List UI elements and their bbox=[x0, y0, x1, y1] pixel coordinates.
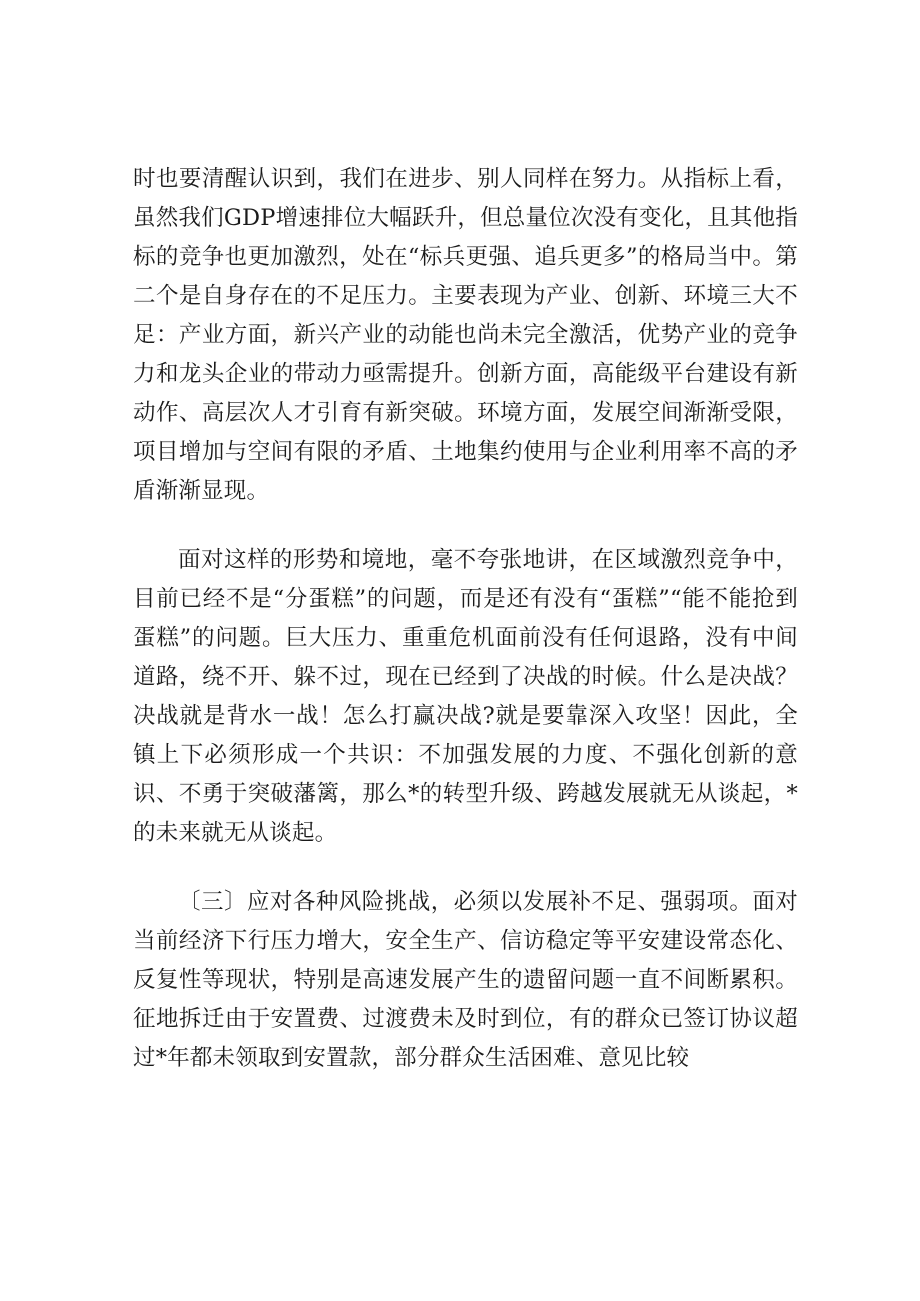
paragraph-2: 面对这样的形势和境地，毫不夸张地讲，在区域激烈竞争中，目前已经不是“分蛋糕”的问题，而是还有没有“蛋糕”“能不能抢到蛋糕”的问题。巨大压力、重重危机面前没有任何退路，没有中间道路，绕不开、躲不过，现在已经到了决战的时候。什么是决战？决战就是背水一战！怎么打赢决战?就是要靠深入攻坚！因此，全镇上下必须形成一个共识：不加强发展的力度、不强化创新的意识、不勇于突破藩篱，那么*的转型升级、跨越发展就无从谈起，*的未来就无从谈起。 bbox=[133, 547, 798, 846]
paragraph-3: 〔三〕应对各种风险挑战，必须以发展补不足、强弱项。面对当前经济下行压力增大，安全生产、信访稳定等平安建设常态化、反复性等现状，特别是高速发展产生的遗留问题一直不间断累积。征地拆迁由于安置费、过渡费未及时到位，有的群众已签订协议超过*年都未领取到安置款，部分群众生活困难、意见比较 bbox=[133, 889, 798, 1071]
paragraph-1: 时也要清醒认识到，我们在进步、别人同样在努力。从指标上看，虽然我们GDP增速排位大幅跃升，但总量位次没有变化，且其他指标的竞争也更加激烈，处在“标兵更强、追兵更多”的格局当中。第二个是自身存在的不足压力。主要表现为产业、创新、环境三大不足：产业方面，新兴产业的动能也尚未完全激活，优势产业的竞争力和龙头企业的带动力亟需提升。创新方面，高能级平台建设有新动作、高层次人才引育有新突破。环境方面，发展空间渐渐受限，项目增加与空间有限的矛盾、土地集约使用与企业利用率不高的矛盾渐渐显现。 bbox=[133, 166, 798, 504]
document-body bbox=[133, 160, 798, 1108]
